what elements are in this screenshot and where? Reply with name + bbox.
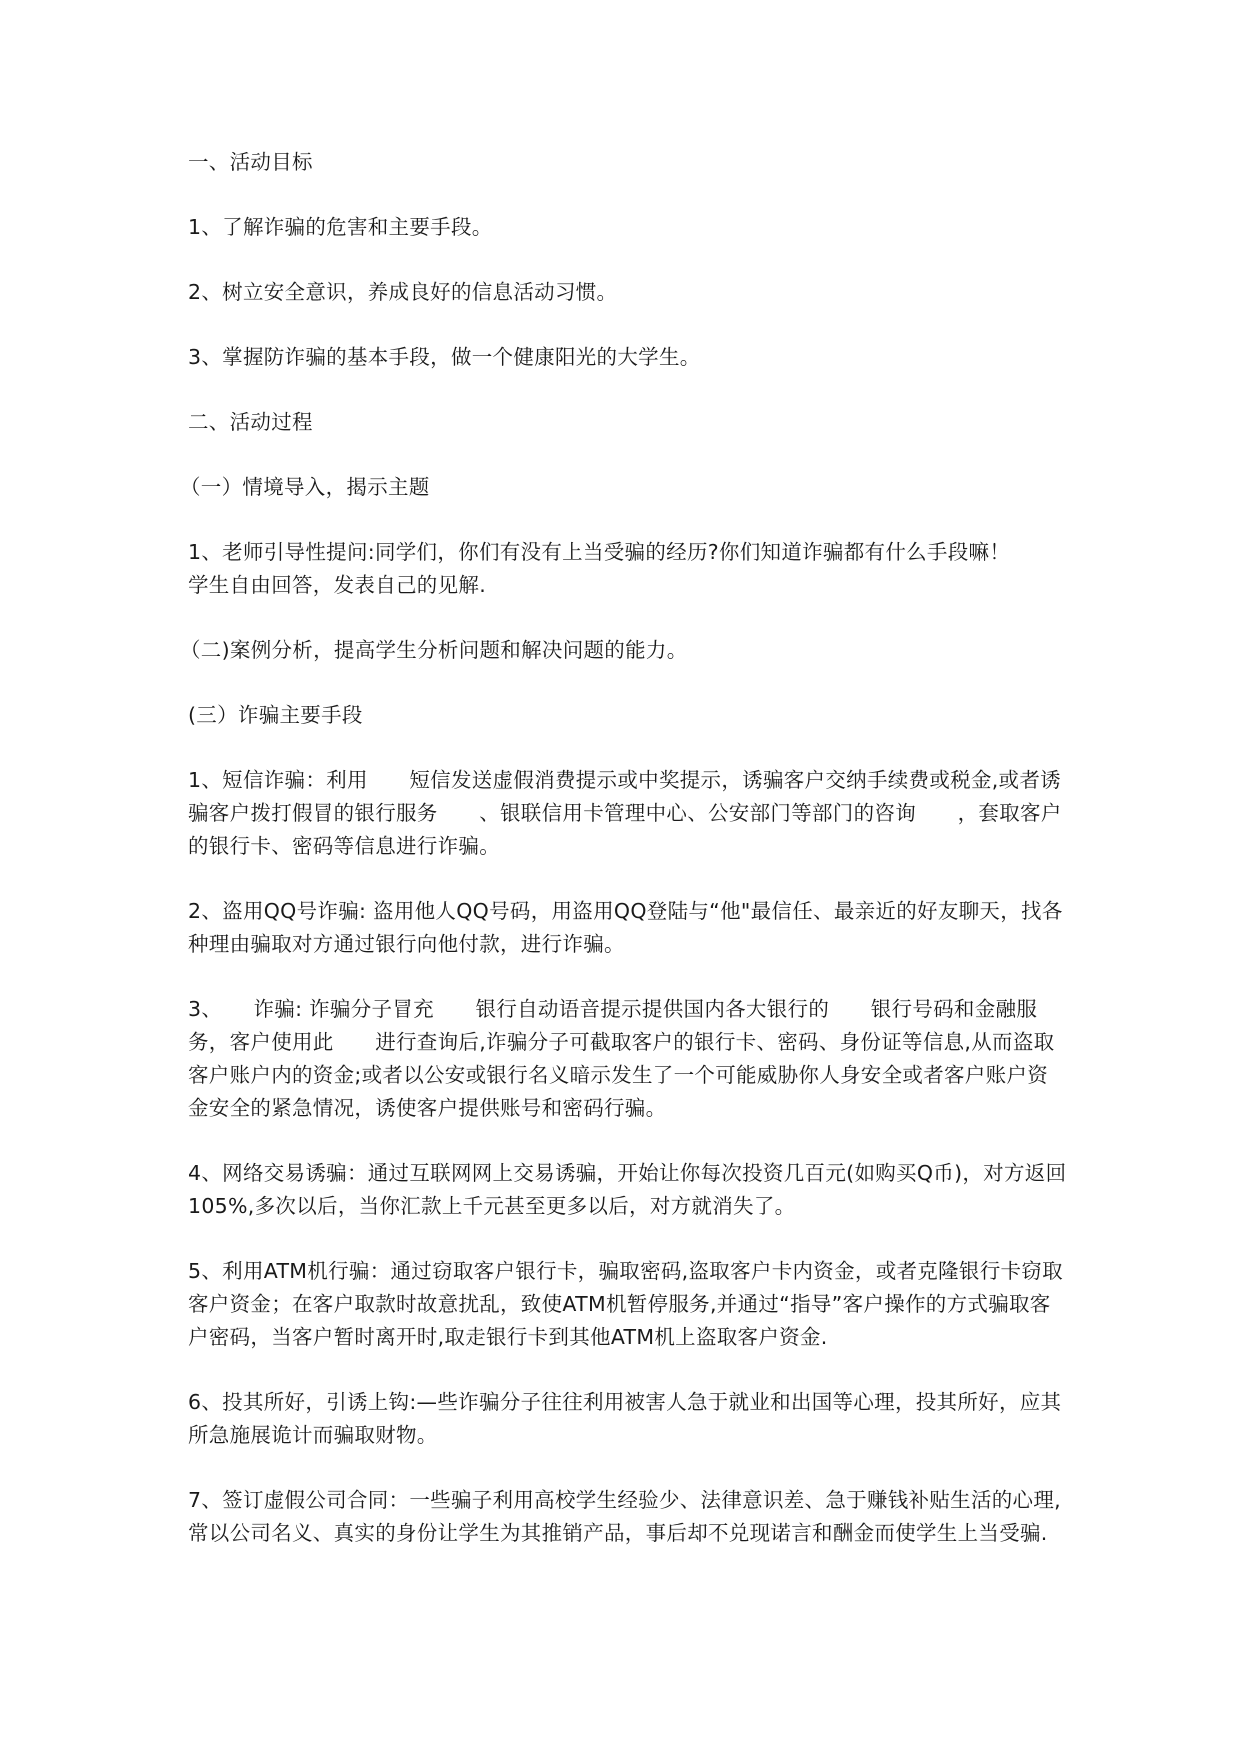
goal-item-1: 1、了解诈骗的危害和主要手段。 bbox=[188, 215, 493, 239]
goal-item-2: 2、树立安全意识，养成良好的信息活动习惯。 bbox=[188, 280, 618, 304]
document-body bbox=[180, 146, 1068, 1582]
intro-question: 1、老师引导性提问:同学们，你们有没有上当受骗的经历?你们知道诈骗都有什么手段嘛！ bbox=[188, 540, 1011, 564]
method-item-6: 6、投其所好，引诱上钩:—些诈骗分子往往利用被害人急于就业和出国等心理，投其所好，应其所急施展诡计而骗取财物。 bbox=[188, 1390, 1062, 1447]
goal-item-3: 3、掌握防诈骗的基本手段，做一个健康阳光的大学生。 bbox=[188, 345, 701, 369]
section-heading-goals: 一、活动目标 bbox=[188, 150, 313, 174]
method-item-7: 7、签订虚假公司合同：一些骗子利用高校学生经验少、法律意识差、急于赚钱补贴生活的心理,常以公司名义、真实的身份让学生为其推销产品，事后却不兑现诺言和酬金而使学生上当受骗. bbox=[188, 1488, 1061, 1545]
subsection-heading-methods: (三）诈骗主要手段 bbox=[188, 703, 363, 727]
subsection-heading-cases: （二)案例分析，提高学生分析问题和解决问题的能力。 bbox=[180, 638, 688, 662]
section-heading-process: 二、活动过程 bbox=[188, 410, 313, 434]
method-item-2: 2、盗用QQ号诈骗: 盗用他人QQ号码，用盗用QQ登陆与“他"最信任、最亲近的好友聊天，找各种理由骗取对方通过银行向他付款，进行诈骗。 bbox=[188, 899, 1063, 956]
intro-answer: 学生自由回答，发表自己的见解. bbox=[188, 573, 487, 597]
intro-paragraph bbox=[188, 536, 1068, 602]
method-item-3: 3、 诈骗: 诈骗分子冒充 银行自动语音提示提供国内各大银行的 银行号码和金融服务，客户使用此 进行查询后,诈骗分子可截取客户的银行卡、密码、身份证等信息,从而盗取客户账户内的资金;或者以公安或银行名义暗示发生了一个可能威胁你人身安全或者客户账户资金安全的紧急情况，诱使客户提供账号和密码行骗。 bbox=[188, 997, 1055, 1120]
method-item-5: 5、利用ATM机行骗：通过窃取客户银行卡，骗取密码,盗取客户卡内资金，或者克隆银行卡窃取客户资金；在客户取款时故意扰乱，致使ATM机暂停服务,并通过“指导”客户操作的方式骗取客户密码，当客户暂时离开时,取走银行卡到其他ATM机上盗取客户资金. bbox=[188, 1259, 1063, 1349]
method-item-4: 4、网络交易诱骗：通过互联网网上交易诱骗，开始让你每次投资几百元(如购买Q币)，对方返回105%,多次以后，当你汇款上千元甚至更多以后，对方就消失了。 bbox=[188, 1161, 1067, 1218]
subsection-heading-intro: （一）情境导入，揭示主题 bbox=[180, 475, 430, 499]
method-item-1: 1、短信诈骗：利用 短信发送虚假消费提示或中奖提示，诱骗客户交纳手续费或税金,或者诱骗客户拨打假冒的银行服务 、银联信用卡管理中心、公安部门等部门的咨询 ，套取客户的银行卡、密码等信息进行诈骗。 bbox=[188, 768, 1062, 858]
